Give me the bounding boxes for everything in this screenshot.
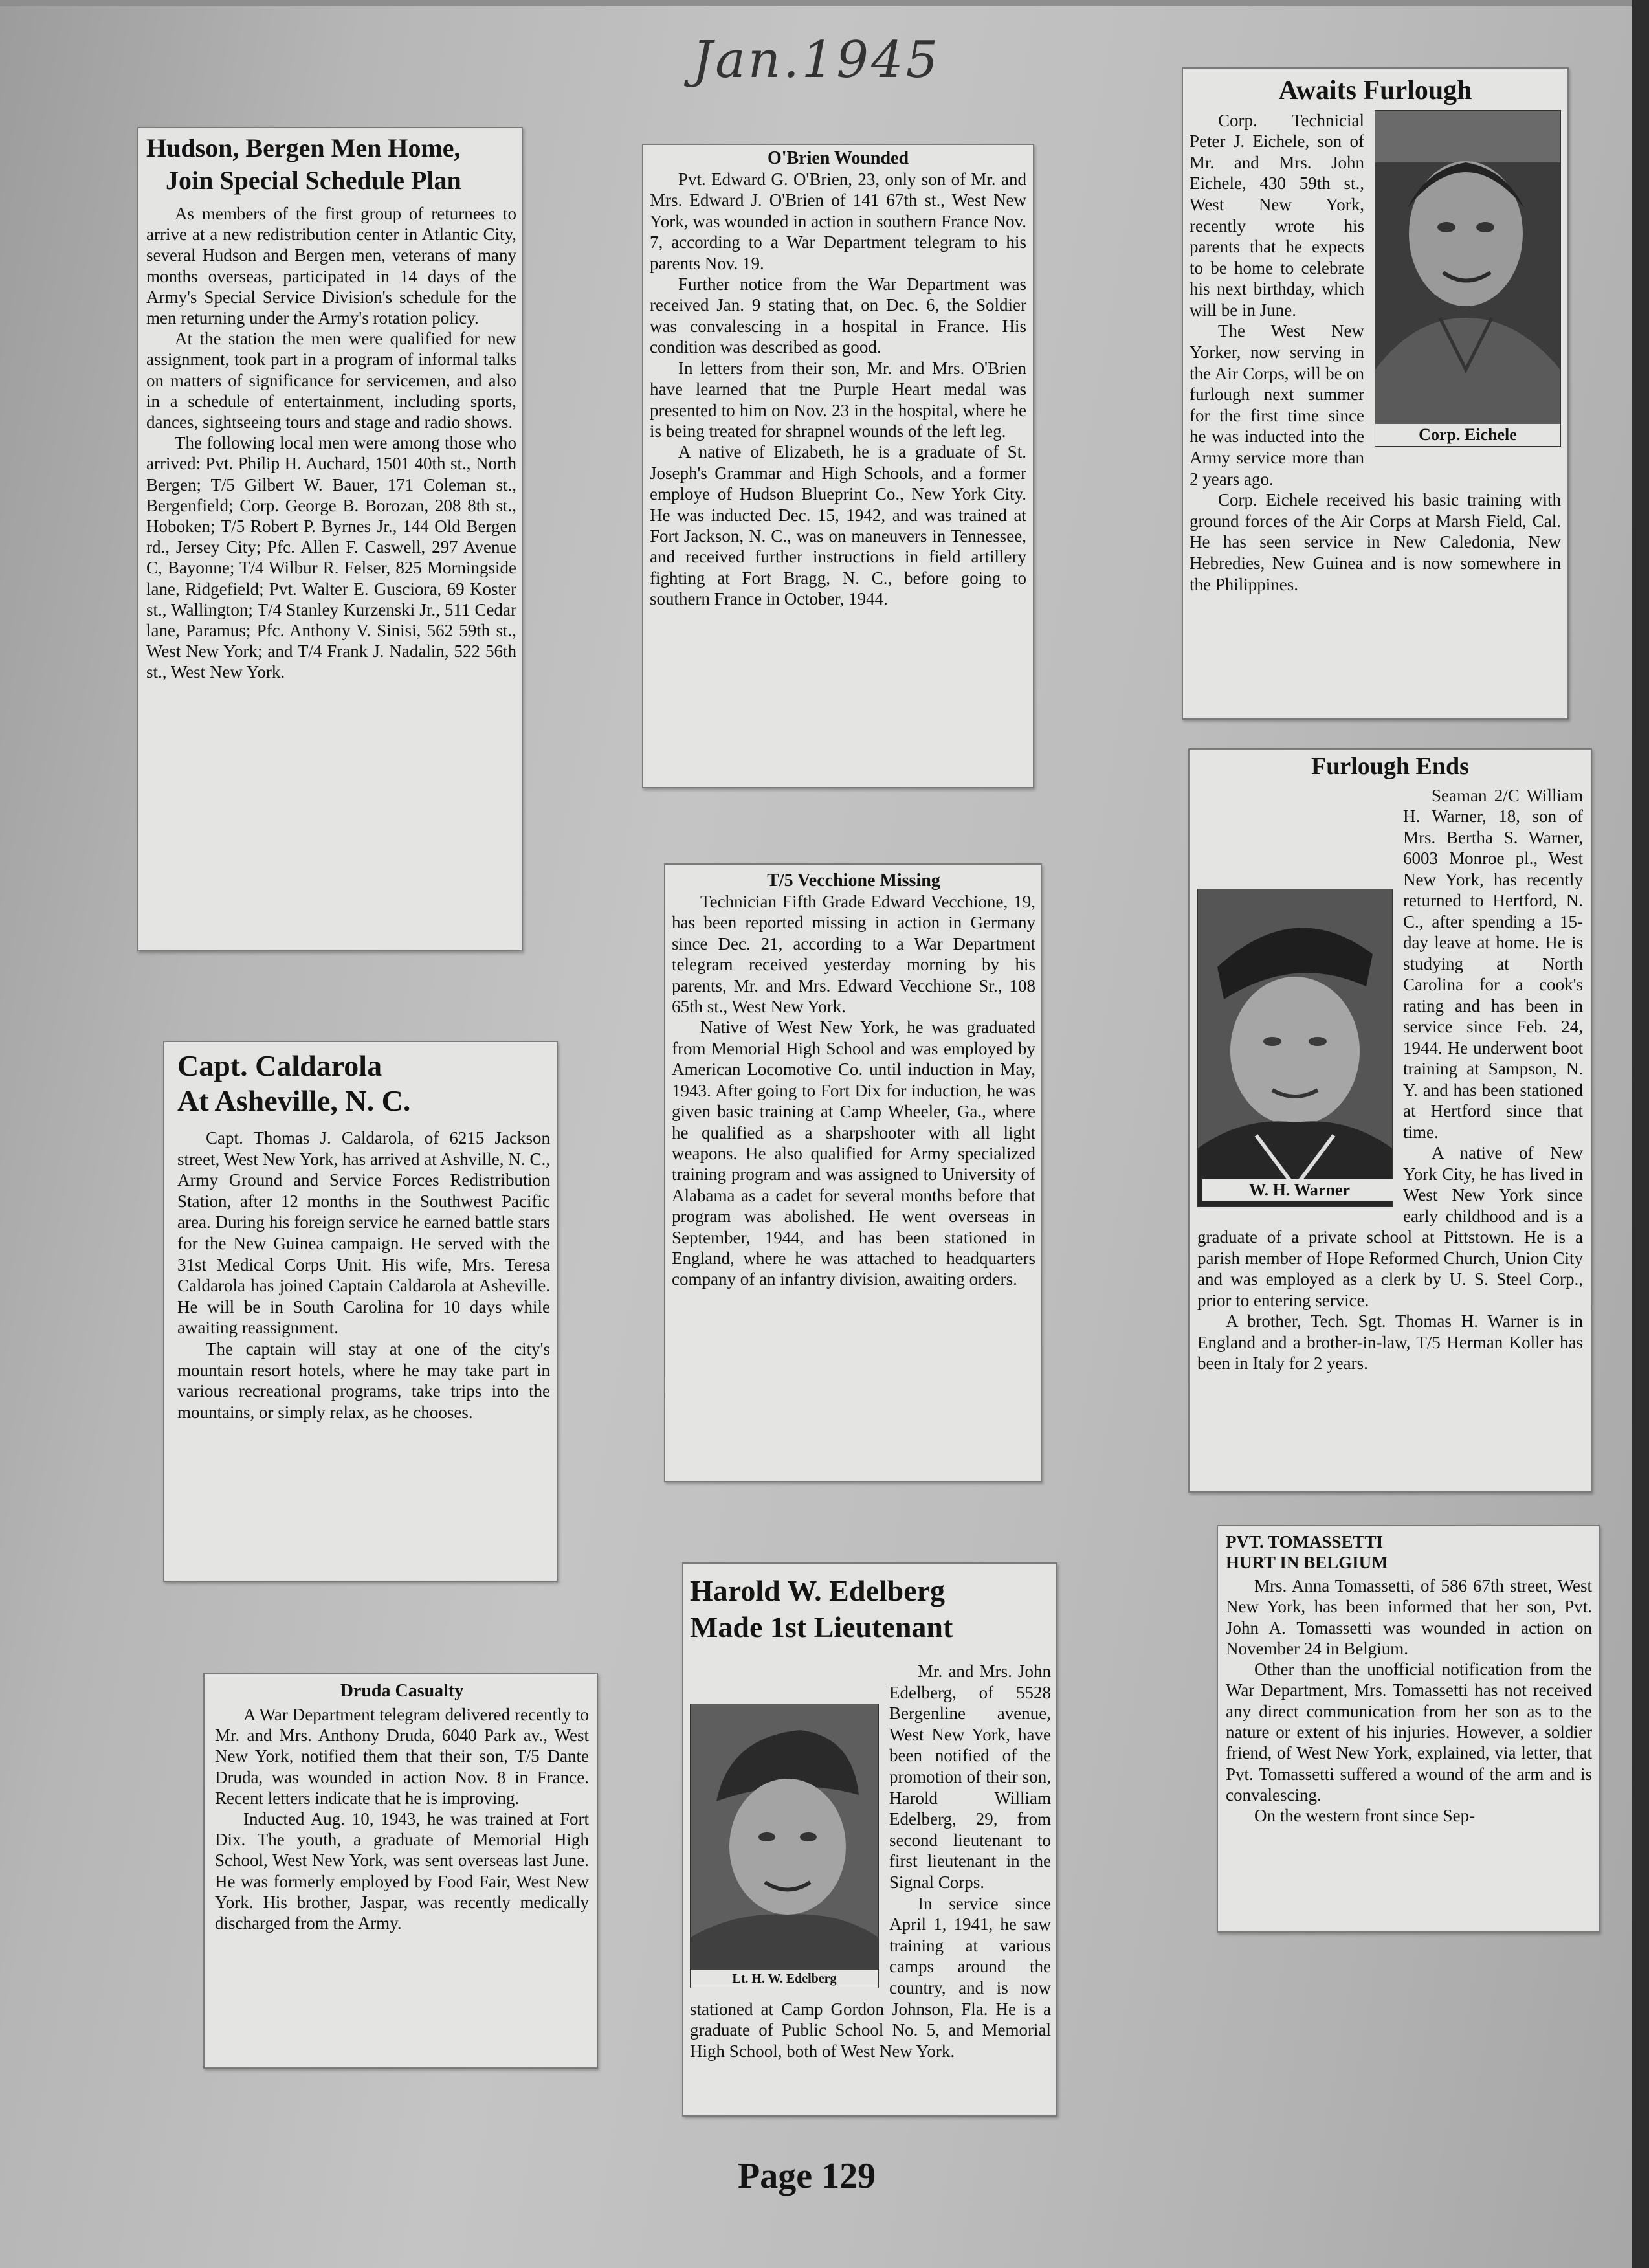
clipping-body bbox=[672, 891, 1035, 1290]
photo-lt-edelberg bbox=[690, 1704, 879, 1988]
clipping-body bbox=[650, 169, 1026, 610]
headline-line-1: Capt. Caldarola bbox=[177, 1049, 382, 1082]
clipping-headline bbox=[1226, 1531, 1592, 1573]
clipping-body bbox=[177, 1128, 550, 1423]
paragraph: Further notice from the War Department was received Jan. 9 stating that, on Dec. 6, the Soldier was convalescing in a hospital in France. His condition was described as good. bbox=[650, 274, 1026, 357]
paragraph: Capt. Thomas J. Caldarola, of 6215 Jackson street, West New York, has arrived at Ashville, N. C., Army Ground and Service Forces Redistribution Station, after 12 months in the Southwest Pacific area. During his foreign service he earned battle stars for the New Guinea campaign. He served with the 31st Medical Corps Unit. His wife, Mrs. Teresa Caldarola has joined Captain Caldarola at Asheville. He will be in South Carolina for 10 days while awaiting reassignment. bbox=[177, 1128, 550, 1338]
clipping-headline bbox=[146, 132, 516, 197]
paragraph: Corp. Technicial Peter J. Eichele, son of Mr. and Mrs. John Eichele, 430 59th st., West New York, recently wrote his parents that he expects to be home to celebrate his next birthday, which will be in June. bbox=[1190, 110, 1364, 320]
page-top-edge bbox=[0, 0, 1649, 6]
photo-caption: W. H. Warner bbox=[1202, 1179, 1397, 1201]
clipping-edelberg-lieutenant bbox=[682, 1562, 1057, 2117]
paragraph: Technician Fifth Grade Edward Vecchione, 19, has been reported missing in action in Germany since Dec. 21, according to a War Department telegram received yesterday morning by his parents, Mr. and Mrs. Edward Vecchione Sr., 108 65th st., West New York. bbox=[672, 892, 1035, 1017]
clipping-hudson-bergen bbox=[137, 127, 523, 951]
paragraph: Mr. and Mrs. John Edelberg, of 5528 Bergenline avenue, West New York, have been notified of the promotion of their son, Harold William Edelberg, 29, from second lieutenant to first lieutenant in the Signal Corps. bbox=[889, 1662, 1051, 1892]
headline-line-2: Join Special Schedule Plan bbox=[166, 166, 461, 195]
paragraph: The captain will stay at one of the city's mountain resort hotels, where he may take part in various recreational programs, take trips into the mountains, or simply relax, as he chooses. bbox=[177, 1339, 550, 1422]
clipping-capt-caldarola bbox=[163, 1041, 558, 1582]
clipping-obrien-wounded bbox=[642, 144, 1034, 788]
portrait-image bbox=[691, 1704, 878, 1988]
paragraph: Pvt. Edward G. O'Brien, 23, only son of Mr. and Mrs. Edward J. O'Brien of 141 67th st., West New York, was wounded in action in southern France Nov. 7, according to a War Department telegram to his parents Nov. 19. bbox=[650, 170, 1026, 273]
paragraph: Seaman 2/C William H. Warner, 18, son of Mrs. Bertha S. Warner, 6003 Monroe pl., West New York, has recently returned to Hertford, N. C., after spending a 15-day leave at home. He is studying at North Carolina for a cook's rating and has been in service since Feb. 24, 1944. He underwent boot training at Sampson, N. Y. and has been stationed at Hertford since that time. bbox=[1403, 785, 1583, 1142]
headline-line-2: At Asheville, N. C. bbox=[177, 1084, 411, 1117]
clipping-vecchione-missing bbox=[664, 863, 1042, 1482]
photo-wh-warner bbox=[1197, 889, 1393, 1207]
headline-line-1: PVT. TOMASSETTI bbox=[1226, 1532, 1384, 1551]
clipping-headline: Awaits Furlough bbox=[1278, 76, 1472, 106]
photo-caption: Corp. Eichele bbox=[1375, 424, 1560, 446]
paragraph: The West New Yorker, now serving in the Air Corps, will be on furlough next summer for the first time since he was inducted into the Army service more than 2 years ago. bbox=[1190, 321, 1364, 489]
clipping-body bbox=[146, 203, 516, 683]
headline-line-1: Harold W. Edelberg bbox=[690, 1574, 946, 1607]
clipping-furlough-ends bbox=[1188, 748, 1592, 1493]
headline-line-2: Made 1st Lieutenant bbox=[690, 1610, 953, 1643]
paragraph: In letters from their son, Mr. and Mrs. O'Brien have learned that tne Purple Heart medal was presented to him on Nov. 23 in the hospital, where he is being treated for shrapnel wounds of the left leg. bbox=[650, 358, 1026, 441]
page-number: Page 129 bbox=[738, 2156, 876, 2196]
paragraph: Other than the unofficial notification from the War Department, Mrs. Tomassetti has not received any direct communication from her son as to the nature or extent of his injuries. However, a soldier friend, of West New York, explained, via letter, that Pvt. Tomassetti suffered a wound of the arm and is convalescing. bbox=[1226, 1660, 1592, 1805]
clipping-body bbox=[1197, 785, 1583, 1374]
clipping-headline: O'Brien Wounded bbox=[767, 148, 909, 168]
headline-line-1: Hudson, Bergen Men Home, bbox=[146, 133, 461, 162]
photo-corp-eichele bbox=[1375, 110, 1561, 447]
paragraph: As members of the first group of returnees to arrive at a new redistribution center in Atlantic City, several Hudson and Bergen men, veterans of many months overseas, participated in 14 days of the Army's Special Service Division's schedule for the men returning under the Army's rotation policy. bbox=[146, 204, 516, 328]
paragraph: In service since April 1, 1941, he saw training at various camps around the country, and is now stationed at Camp Gordon Johnson, Fla. He is a graduate of Public School No. 5, and Memorial High School, both of West New York. bbox=[690, 1893, 1051, 2061]
portrait-image bbox=[1375, 111, 1560, 446]
paragraph: At the station the men were qualified for new assignment, took part in a program of informal talks on matters of significance for servicemen, and also in a schedule of entertainment, including sports, dances, sightseeing tours and stage and radio shows. bbox=[146, 329, 516, 432]
paragraph: Mrs. Anna Tomassetti, of 586 67th street, West New York, has been informed that her son, Pvt. John A. Tomassetti was wounded in action on November 24 in Belgium. bbox=[1226, 1576, 1592, 1658]
clipping-body bbox=[1226, 1575, 1592, 1827]
clipping-body bbox=[215, 1704, 589, 1933]
clipping-headline: T/5 Vecchione Missing bbox=[767, 871, 940, 891]
portrait-image bbox=[1198, 889, 1392, 1206]
clipping-headline: Druda Casualty bbox=[340, 1681, 464, 1701]
clipping-druda-casualty bbox=[203, 1673, 598, 2069]
headline-line-2: HURT IN BELGIUM bbox=[1226, 1553, 1388, 1572]
paragraph: A native of Elizabeth, he is a graduate of St. Joseph's Grammar and High Schools, and a former employe of Hudson Blueprint Co., New York City. He was inducted Dec. 15, 1942, and was trained at Fort Jackson, N. C., was on maneuvers in Tennessee, and received further instructions in field artillery fighting at Fort Bragg, N. C., before going to southern France in October, 1944. bbox=[650, 442, 1026, 609]
handwritten-date: Jan.1945 bbox=[692, 31, 941, 89]
photo-caption: Lt. H. W. Edelberg bbox=[691, 1970, 878, 1988]
page-right-edge bbox=[1632, 0, 1649, 2268]
paragraph: On the western front since Sep- bbox=[1254, 1806, 1476, 1826]
paragraph: Corp. Eichele received his basic training with ground forces of the Air Corps at Marsh Field, Cal. He has seen service in New Caledonia, New Hebredies, New Guinea and is now somewhere in the Philippines. bbox=[1190, 490, 1561, 594]
clipping-headline: Furlough Ends bbox=[1311, 753, 1469, 780]
clipping-body bbox=[1190, 110, 1561, 595]
clipping-headline bbox=[690, 1573, 1051, 1645]
paragraph: Inducted Aug. 10, 1943, he was trained at Fort Dix. The youth, a graduate of Memorial High School, West New York, was sent overseas last June. He was formerly employed by Food Fair, West New York. His brother, Jaspar, was recently medically discharged from the Army. bbox=[215, 1809, 589, 1933]
paragraph: A War Department telegram delivered recently to Mr. and Mrs. Anthony Druda, 6040 Park av., West New York, notified them that their son, T/5 Dante Druda, was wounded in action Nov. 8 in France. Recent letters indicate that he is improving. bbox=[215, 1705, 589, 1808]
paragraph: Native of West New York, he was graduated from Memorial High School and was employed by American Locomotive Co. until induction in May, 1943. After going to Fort Dix for induction, he was given basic training at Camp Wheeler, Ga., where he qualified as a sharpshooter with all light weapons. He also qualified for Army specialized training program and was assigned to University of Alabama as a cadet for several months before that program was abolished. He went overseas in September, 1944, and has been stationed in England, where he was attached to headquarters company of an infantry division, awaiting orders. bbox=[672, 1017, 1035, 1289]
clipping-awaits-furlough bbox=[1182, 67, 1569, 720]
paragraph: The following local men were among those who arrived: Pvt. Philip H. Auchard, 1501 40th st., North Bergen; T/5 Gilbert W. Bauer, 171 Coleman st., Bergenfield; Corp. George B. Borozan, 208 8th st., Hoboken; T/5 Robert P. Byrnes Jr., 144 Old Bergen rd., Jersey City; Pfc. Allen F. Caswell, 297 Avenue C, Bayonne; T/4 Wilbur R. Felser, 825 Morningside lane, Ridgefield; Pvt. Walter E. Gusciora, 69 Koster st., Wallington; T/4 Stanley Kurzenski Jr., 511 Cedar lane, Paramus; Pfc. Anthony V. Sinisi, 562 59th st., West New York; and T/4 Frank J. Nadalin, 522 56th st., West New York. bbox=[146, 433, 516, 682]
paragraph: A native of New York City, he has lived in West New York since early childhood and is a graduate of a private school at Pittstown. He is a parish member of Hope Reformed Church, Union City and was employed as a clerk by U. S. Steel Corp., prior to entering service. bbox=[1197, 1143, 1583, 1310]
clipping-tomassetti-hurt bbox=[1217, 1525, 1600, 1933]
clipping-body bbox=[690, 1661, 1051, 2062]
clipping-headline bbox=[177, 1049, 550, 1118]
paragraph: A brother, Tech. Sgt. Thomas H. Warner is in England and a brother-in-law, T/5 Herman Koller has been in Italy for 2 years. bbox=[1197, 1311, 1583, 1373]
